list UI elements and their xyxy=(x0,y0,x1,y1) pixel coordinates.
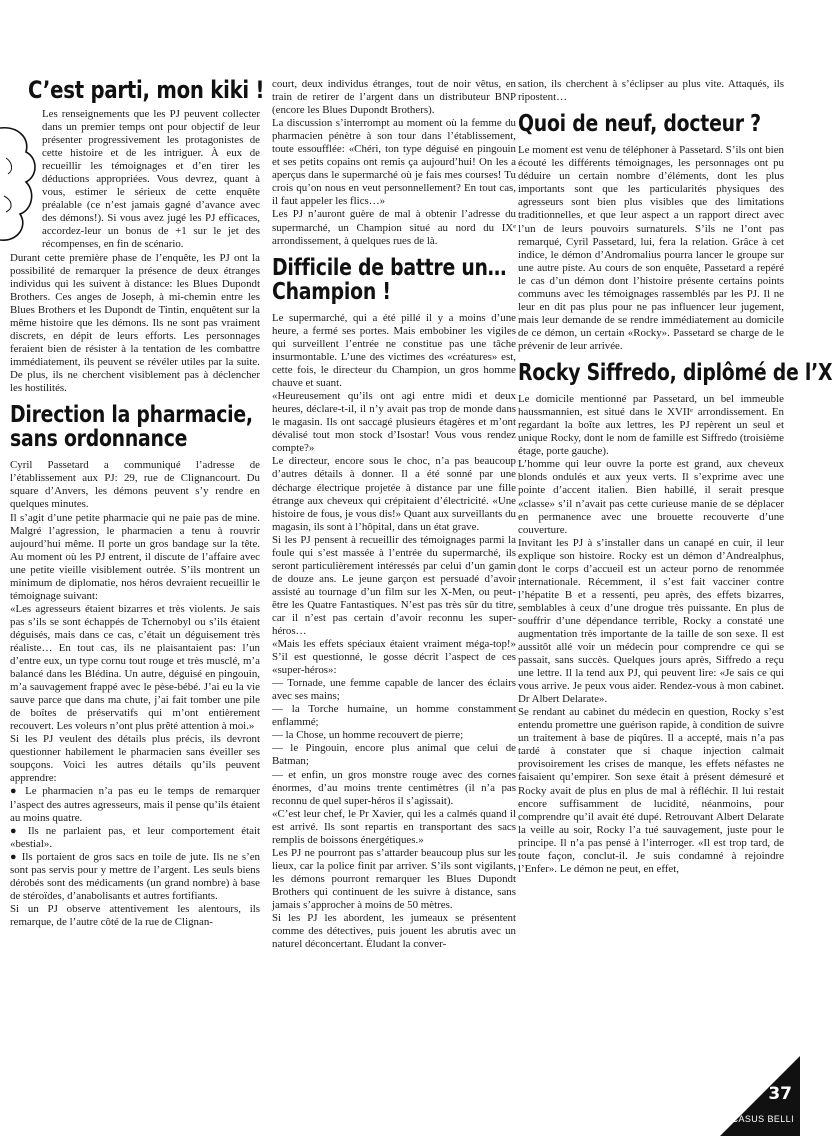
section-title-pharmacie-line2: sans ordonnance xyxy=(10,426,188,453)
paragraph: Si les PJ veulent des détails plus précis, ils devront questionner habilement le pharmacien sans éveiller ses soupçons. Voici les autres détails qu’ils peuvent apprendre: xyxy=(10,733,260,785)
section-heading-block xyxy=(518,112,784,136)
paragraph: Si un PJ observe attentivement les alentours, ils remarque, de l’autre côté de la rue de Clignan- xyxy=(10,902,260,928)
next-page-arrow-icon xyxy=(742,1082,754,1096)
section-heading-block xyxy=(518,359,832,386)
paragraph: Le supermarché, qui a été pillé il y a moins d’une heure, a fermé ses portes. Mais embobiner les vigiles qui surveillent l’entrée ne constitue pas une tâche insurmontable. L’une des victimes des «créatures» est, cette fois, le directeur du Champion, un gros homme chauve et suant. xyxy=(272,311,516,390)
column-1 xyxy=(10,108,260,929)
column-2 xyxy=(272,78,516,951)
section-heading-block xyxy=(272,256,516,304)
section-title-champion-line2: Champion ! xyxy=(272,278,391,305)
quote-paragraph: «Mais les effets spéciaux étaient vraiment méga-top!» S’il est questionné, le gosse décrit l’aspect de ces «super-héros»: xyxy=(272,638,516,677)
paragraph: Durant cette première phase de l’enquête, les PJ ont la possibilité de remarquer la présence de deux étranges individus qui les suivent à distance: les Blues Dupondt Brothers. Ces anges de Joseph, à mi-chemin entre les Blues Brothers et les Dupondt de Tintin, enquêtent sur la même histoire que les démons. Ils ne sont pas vraiment discrets, en dépit de leurs efforts. Les personnages feraient bien de résister à la tentation de les combattre immédiatement, ils peuvent se révéler utiles par la suite. De plus, ils ne cherchent visiblement pas à déclencher les hostilités. xyxy=(10,251,260,394)
dash-item: — et enfin, un gros monstre rouge avec des cornes énormes, d’au moins trente centimètres (il n’a pas reconnu de quel super-héros il s’agissait). xyxy=(272,768,516,807)
paragraph: La discussion s’interrompt au moment où la femme du pharmacien pénètre à son tour dans l’établissement, toute essoufflée: «Chéri, ton type déguisé en pingouin et ses petits copains ont remis ça aujourd’hui! On les a aperçus dans le supermarché où je fais mes courses! Tu crois qu’on nous en veut personnellement? En tout cas, il faut appeler les flics…» xyxy=(272,117,516,208)
section-title-docteur: Quoi de neuf, docteur ? xyxy=(518,111,761,138)
section-title-champion-line1: Difficile de battre un… xyxy=(272,254,507,281)
paragraph: Se rendant au cabinet du médecin en question, Rocky s’est entendu promettre une guérison rapide, à condition de suivre un traitement à base de piqûres. Il a accepté, mais n’a pas tardé à constater que si chaque injection calmait provisoirement les crises de manque, les effets néfastes ne faisaient qu’empirer. Son sexe était à présent démesuré et Rocky avait de plus en plus de mal à réfléchir. Il lui restait encore suffisamment de lucidité, néanmoins, pour comprendre qu’il avait été dupé. Retrouvant Albert Delarate la veille au soir, Rocky l’a tué sauvagement, juste pour le principe. Il n’a pas pensé à l’interroger. «Il est trop tard, de toute façon, conclut-il. Je suis condamné à rejoindre l’Enfer». Le démon ne peut, en effet, xyxy=(518,706,784,875)
paragraph: Les PJ ne pourront pas s’attarder beaucoup plus sur les lieux, car la police finit par arriver. S’ils sont vigilants, les démons pourront remarquer les Blues Dupondt Brothers qui continuent de les suivre à distance, sans jamais s’approcher à moins de 50 mètres. xyxy=(272,846,516,911)
paragraph: Si les PJ les abordent, les jumeaux se présentent comme des détectives, puis jouent les abrutis avec un naturel déconcertant. Éludant la conver- xyxy=(272,912,516,951)
paragraph: Le domicile mentionné par Passetard, un bel immeuble haussmannien, est situé dans le XVIIᵉ arrondissement. En regardant la boîte aux lettres, les PJ repèrent un seul et unique Rocky, dont le nom de famille est Siffredo (troisième étage, porte gauche). xyxy=(518,393,784,458)
paragraph: Les renseignements que les PJ peuvent collecter dans un premier temps ont pour objectif de leur présenter progressivement les protagonistes de cette histoire et de les intriguer. À eux de recueillir les témoignages et d’en tirer les déductions appropriées. Vous devrez, quant à vous, estimer le sérieux de cette enquête préalable (ce n’est jamais gagné d’avance avec des démons!). Si vous avez jugé les PJ efficaces, accordez-leur un bonus de +1 sur le jet des récompenses, en fin de scénario. xyxy=(42,108,260,251)
paragraph: Cyril Passetard a communiqué l’adresse de l’établissement aux PJ: 29, rue de Clignancourt. Du square d’Anvers, les démons peuvent s’y rendre en quelques minutes. xyxy=(10,459,260,511)
quote-paragraph: «Les agresseurs étaient bizarres et très violents. Je sais pas s’ils se sont échappés de Tchernobyl ou s’ils étaient déguisés, mais dans ce cas, c’était un déguisement très réaliste… En tout cas, ils ne plaisantaient pas: l’un d’entre eux, un type cornu tout rouge et très musclé, m’a balancé dans les Blédina. Un autre, déguisé en pingouin, m’a sauvagement frappé avec le pèse-bébé. J’ai eu la vie sauve parce que dans ma chute, j’ai fait tomber une pile de boîtes de préservatifs qui m’ont entièrement recouvert. Les voleurs n’ont plus prêté attention à moi.» xyxy=(10,602,260,733)
section-title-rocky: Rocky Siffredo, diplômé de l’X xyxy=(518,359,832,386)
paragraph: court, deux individus étranges, tout de noir vêtus, en train de retirer de l’argent dans un distributeur BNP (encore les Blues Dupondt Brothers). xyxy=(272,78,516,117)
bullet-item: ● Ils portaient de gros sacs en toile de jute. Ils ne s’en sont pas servis pour y mettre de l’argent. Les seuls biens dérobés sont des médicaments (un grand nombre) à base de stéroïdes, d’anabolisants et autres fortifiants. xyxy=(10,850,260,902)
paragraph: L’homme qui leur ouvre la porte est grand, aux cheveux blonds ondulés et aux yeux verts. Il s’exprime avec une pointe d’accent italien. Bien habillé, il serait presque «classe» s’il n’avait pas cette curieuse manie de se déplacer en permanence avec une brouette recouverte d’une couverture. xyxy=(518,458,784,536)
page-number: 37 xyxy=(768,1084,792,1104)
section-heading-block xyxy=(10,403,260,451)
quote-paragraph: «Heureusement qu’ils ont agi entre midi et deux heures, déclare-t-il, il n’y avait pas trop de monde dans le magasin. Ils ont saccagé plusieurs étagères et m’ont dévalisé tout mon stock d’Isostar! Vous vous rendez compte?» xyxy=(272,390,516,455)
section-title-cest-parti: C’est parti, mon kiki ! xyxy=(28,76,265,104)
dash-item: — la Chose, un homme recouvert de pierre; xyxy=(272,729,464,742)
paragraph: Invitant les PJ à s’installer dans un canapé en cuir, il leur explique son histoire. Rocky est un démon d’Andrealphus, dont le corps d’accueil est un acteur porno de renommée internationale. Récemment, il s’est fait vacciner contre l’hépatite B et a ressenti, peu après, des effets bizarres, semblables à ceux d’une drogue très puissante. En plus de souffrir d’une dépendance terrible, Rocky a constaté une augmentation très importante de la taille de son sexe. Il est aussitôt allé voir un médecin pour comprendre ce qui se passait, sans succès. Quelques jours après, Siffredo a reçu une lettre. Il la tend aux PJ, qui peuvent lire: «Je sais ce qui vous arrive. Je peux vous aider. Rendez-vous à mon cabinet. Dr Albert Delarate». xyxy=(518,536,784,706)
dash-item: — Tornade, une femme capable de lancer des éclairs avec ses mains; xyxy=(272,677,516,703)
bullet-item: ● Le pharmacien n’a pas eu le temps de remarquer l’aspect des autres agresseurs, mais il pense qu’ils étaient au moins quatre. xyxy=(10,785,260,824)
paragraph: Le moment est venu de téléphoner à Passetard. S’ils ont bien écouté les différents témoignages, les personnages ont pu déduire un certain nombre d’éléments, dont les plus importants sont que les particularités physiques des agresseurs sont bien plus visibles que des limitations traditionnelles, et que leur aspect a un rapport direct avec l’un de leurs pouvoirs surnaturels. S’ils ne l’ont pas remarqué, Cyril Passetard, lui, fera la relation. Grâce à cet indice, le démon d’Andromalius pourra lancer le groupe sur une autre piste. Au cours de son enquête, Passetard a repéré le cas d’un démon dont l’histoire présente certains points communs avec les témoignages rassemblés par les PJ. Il ne leur en dit pas plus pour ne pas influencer leur jugement, mais leur demande de se rendre immédiatement au domicile de ce démon, un certain «Rocky». Passetard se charge de le prévenir de leur arrivée. xyxy=(518,144,784,352)
magazine-name: CASUS BELLI xyxy=(731,1114,794,1124)
quote-paragraph: «C’est leur chef, le Pr Xavier, qui les a calmés quand il est arrivé. Ils sont repartis en transportant des sacs remplis de boissons énergétiques.» xyxy=(272,807,516,846)
paragraph: Si les PJ pensent à recueillir des témoignages parmi la foule qui s’est massée à l’entrée du supermarché, ils seront particulièrement intéressés par celui d’un gamin de douze ans. Le jeune garçon est persuadé d’avoir assisté au tournage d’un film sur les X-Men, ou peut-être les Quatre Fantastiques. N’est pas très sûr du titre, car il n’est pas certain d’avoir reconnu les super-héros… xyxy=(272,533,516,638)
paragraph: Il s’agit d’une petite pharmacie qui ne paie pas de mine. Malgré l’agression, le pharmacien a tenu à rouvrir aujourd’hui même. Il porte un gros bandage sur la tête. Au moment où les PJ entrent, il discute de l’affaire avec une petite vieille visiblement outrée. S’ils montrent un minimum de diplomatie, nos héros devraient recueillir le témoignage suivant: xyxy=(10,511,260,602)
column-3 xyxy=(518,78,832,876)
dash-item: — le Pingouin, encore plus animal que celui de Batman; xyxy=(272,742,516,768)
paragraph: Le directeur, encore sous le choc, n’a pas beaucoup d’autres détails à donner. Il a été sonné par une décharge électrique projetée à distance par une fille étrange aux cheveux qui crépitaient d’électricité. «Une histoire de fous, je vous dis!» Quant aux surveillants du magasin, ils sont à l’hôpital, dans un état grave. xyxy=(272,455,516,533)
paragraph: Les PJ n’auront guère de mal à obtenir l’adresse du supermarché, un Champion situé au nord du IXᵉ arrondissement, à quelques rues de là. xyxy=(272,208,516,247)
section-title-pharmacie-line1: Direction la pharmacie, xyxy=(10,402,253,429)
dash-item: — la Torche humaine, un homme constamment enflammé; xyxy=(272,703,516,729)
paragraph: sation, ils cherchent à s’éclipser au plus vite. Attaqués, ils ripostent… xyxy=(518,78,784,104)
bullet-item: ● Ils ne parlaient pas, et leur comportement était «bestial». xyxy=(10,824,260,850)
